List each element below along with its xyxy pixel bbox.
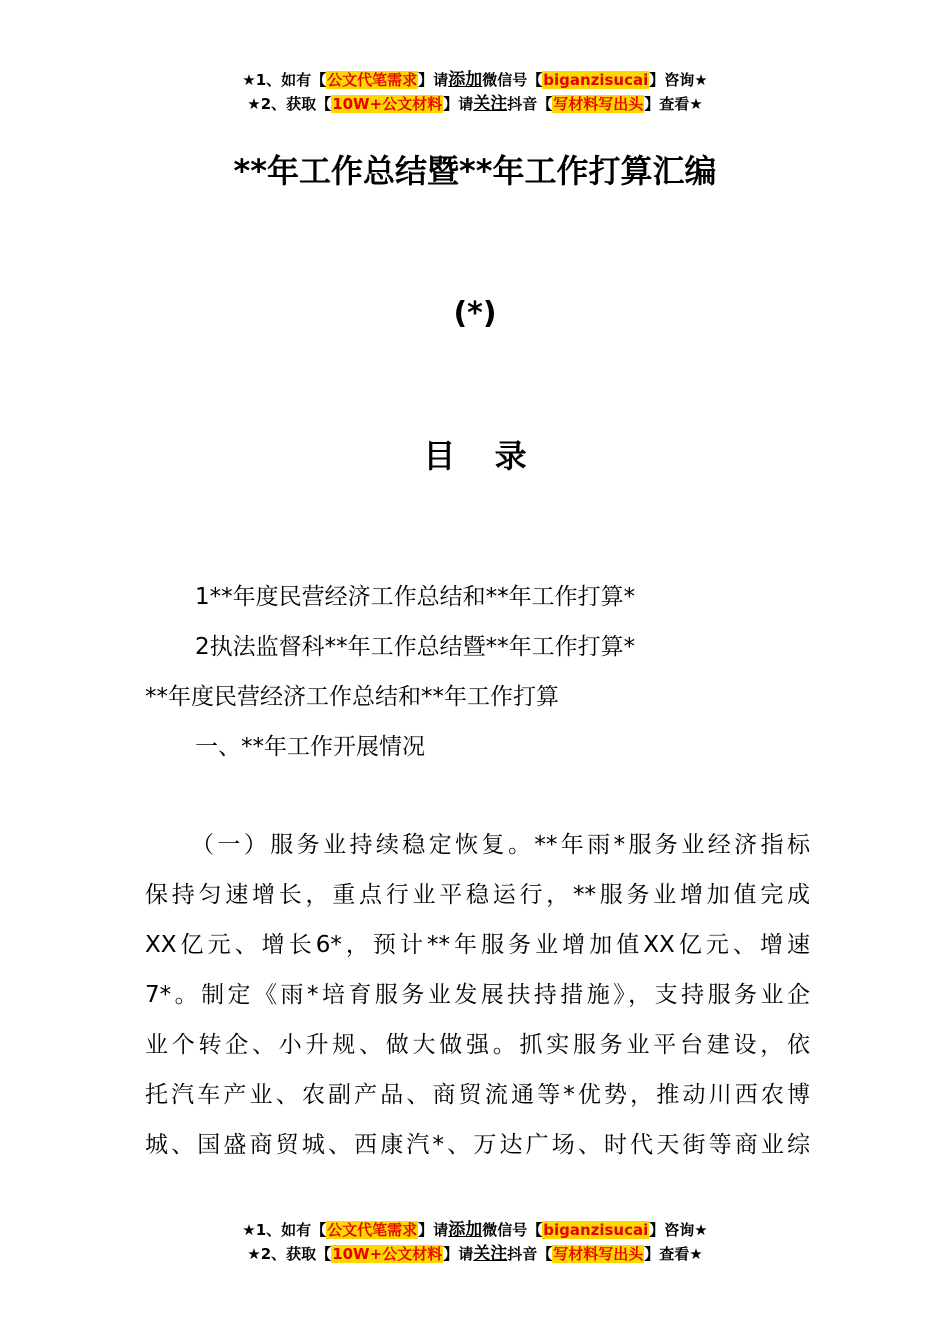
- toc-heading: 目 录: [423, 437, 541, 475]
- document-subtitle: (*): [453, 296, 497, 331]
- banner-highlight: biganzisucai: [543, 71, 649, 89]
- section-heading: 一、**年工作开展情况: [195, 734, 425, 760]
- banner-highlight: 写材料写出头: [553, 95, 644, 113]
- body-line: 7*。制定《雨*培育服务业发展扶持措施》，支持服务业企: [145, 982, 810, 1008]
- toc-item: 1**年度民营经济工作总结和**年工作打算*: [195, 584, 636, 610]
- banner-highlight: biganzisucai: [543, 1221, 649, 1239]
- banner-highlight: 公文代笔需求: [327, 71, 418, 89]
- body-line: XX亿元、增长6*，预计**年服务业增加值XX亿元、增速: [145, 932, 810, 958]
- banner-highlight: 10W+公文材料: [332, 1245, 443, 1263]
- body-line: 业个转企、小升规、做大做强。抓实服务业平台建设，依: [145, 1032, 810, 1058]
- banner-highlight: 公文代笔需求: [327, 1221, 418, 1239]
- body-line: （一）服务业持续稳定恢复。**年雨*服务业经济指标: [191, 832, 810, 858]
- banner-line-1: ★1、如有【公文代笔需求】请添加微信号【biganzisucai】咨询★: [242, 1220, 708, 1240]
- toc-item: 2执法监督科**年工作总结暨**年工作打算*: [195, 634, 636, 660]
- body-line: 保持匀速增长，重点行业平稳运行，**服务业增加值完成: [145, 882, 810, 908]
- section-title: **年度民营经济工作总结和**年工作打算: [145, 684, 559, 710]
- body-line: 托汽车产业、农副产品、商贸流通等*优势，推动川西农博: [145, 1082, 810, 1108]
- banner-highlight: 写材料写出头: [553, 1245, 644, 1263]
- footer-banner: [0, 1218, 950, 1266]
- body-paragraph: [145, 820, 810, 1170]
- banner-line-2: ★2、获取【10W+公文材料】请关注抖音【写材料写出头】查看★: [247, 1244, 703, 1264]
- banner-line-2: ★2、获取【10W+公文材料】请关注抖音【写材料写出头】查看★: [247, 94, 703, 114]
- body-line: 城、国盛商贸城、西康汽*、万达广场、时代天街等商业综: [145, 1132, 810, 1158]
- document-title: **年工作总结暨**年工作打算汇编: [233, 152, 717, 190]
- banner-line-1: ★1、如有【公文代笔需求】请添加微信号【biganzisucai】咨询★: [242, 70, 708, 90]
- header-banner: [0, 68, 950, 116]
- banner-highlight: 10W+公文材料: [332, 95, 443, 113]
